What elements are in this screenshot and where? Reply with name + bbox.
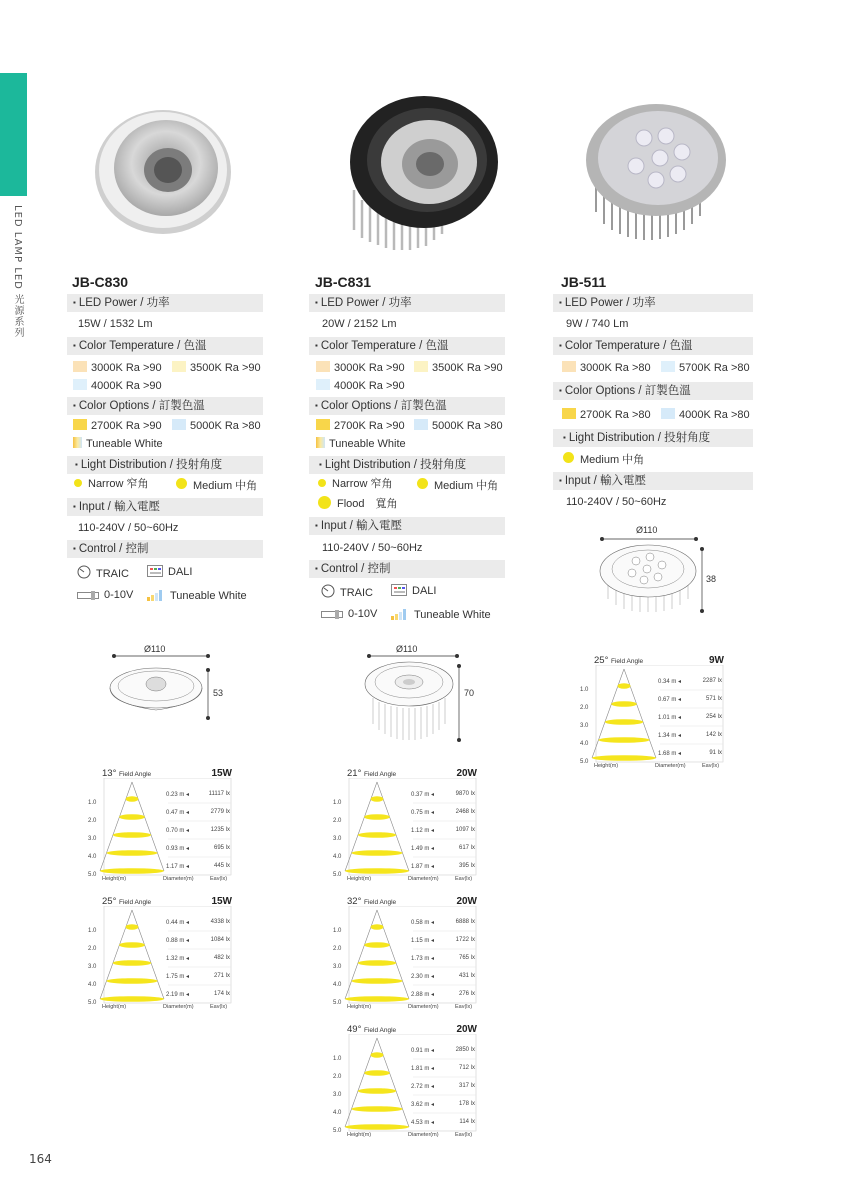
dimmer-knob-icon [321, 584, 335, 598]
field-angle-label: 32° Field Angle [347, 896, 397, 907]
beam-ellipse [113, 960, 152, 966]
eav-value: 1235 lx [210, 827, 230, 833]
diameter-value: 1.68 m ◂ [658, 751, 682, 757]
input-value: 110-240V / 50~60Hz [322, 542, 423, 554]
beam-chart [333, 896, 477, 1014]
beam-ellipse [345, 1124, 409, 1130]
height-tick-label: 3.0 [333, 1092, 342, 1098]
color-temp-header: ▪ Color Temperature / 色溫 [553, 337, 753, 355]
color-temp-header: ▪ Color Temperature / 色溫 [309, 337, 505, 355]
control-dali: DALI [147, 565, 192, 579]
diameter-value: 0.37 m ◂ [411, 792, 435, 798]
height-label: 53 [213, 688, 224, 698]
height-tick-label: 4.0 [333, 1110, 342, 1116]
beam-edge-line [132, 782, 164, 871]
diameter-value: 0.34 m ◂ [658, 679, 682, 685]
distribution-header: ▪ Light Distribution / 投射角度 [309, 456, 505, 474]
diameter-value: 1.12 m ◂ [411, 828, 435, 834]
height-tick-label: 5.0 [580, 759, 589, 765]
diameter-value: 3.62 m ◂ [411, 1102, 435, 1108]
eav-value: 2850 lx [455, 1047, 475, 1053]
beam-ellipse [345, 868, 409, 874]
beam-ellipse [352, 850, 403, 856]
co-tuneable: Tuneable White [73, 437, 163, 451]
eav-axis-label: Eav(lx) [455, 1004, 473, 1010]
eav-axis-label: Eav(lx) [210, 876, 228, 882]
diameter-value: 0.58 m ◂ [411, 920, 435, 926]
height-tick-label: 1.0 [333, 1056, 342, 1062]
beam-ellipse [371, 1052, 384, 1058]
beam-chart [333, 1024, 477, 1142]
height-axis-label: Height(m) [102, 1004, 127, 1010]
dimension-drawing-jb-511 [592, 523, 722, 615]
power-value: 20W / 2152 Lm [322, 318, 397, 330]
eav-value: 9870 lx [455, 791, 475, 797]
beam-ellipse [371, 924, 384, 930]
eav-value: 276 lx [458, 991, 475, 997]
height-axis-label: Height(m) [347, 876, 372, 882]
co-4000k: 4000K Ra >80 [661, 408, 750, 422]
diameter-value: 0.67 m ◂ [658, 697, 682, 703]
diameter-value: 1.73 m ◂ [411, 956, 435, 962]
wattage-label: 15W [211, 768, 232, 779]
eav-value: 571 lx [705, 696, 722, 702]
dali-panel-icon [147, 565, 163, 577]
diameter-axis-label: Diameter(m) [655, 763, 686, 769]
beam-edge-line [592, 669, 624, 758]
ct-3000k: 3000K Ra >80 [562, 361, 651, 375]
diameter-axis-label: Diameter(m) [163, 876, 194, 882]
co-5000k: 5000K Ra >80 [414, 419, 503, 433]
control-traic: TRAIC [321, 584, 373, 600]
eav-axis-label: Eav(lx) [702, 763, 720, 769]
ct-3500k: 3500K Ra >90 [172, 361, 261, 375]
power-header: ▪ LED Power / 功率 [67, 294, 263, 312]
height-axis-label: Height(m) [102, 876, 127, 882]
flood-beam: Flood 寬角 [318, 496, 398, 511]
beam-chart [88, 896, 232, 1014]
height-axis-label: Height(m) [347, 1004, 372, 1010]
eav-value: 431 lx [458, 973, 475, 979]
diameter-value: 2.72 m ◂ [411, 1084, 435, 1090]
field-angle-label: 25° Field Angle [102, 896, 152, 907]
height-tick-label: 2.0 [88, 818, 97, 824]
co-5000k: 5000K Ra >80 [172, 419, 261, 433]
eav-axis-label: Eav(lx) [210, 1004, 228, 1010]
diameter-value: 0.93 m ◂ [166, 846, 190, 852]
beam-ellipse [126, 924, 139, 930]
diameter-value: 0.70 m ◂ [166, 828, 190, 834]
beam-ellipse [119, 942, 145, 948]
diameter-value: 0.47 m ◂ [166, 810, 190, 816]
beam-ellipse [371, 796, 384, 802]
height-tick-label: 2.0 [333, 946, 342, 952]
height-label: 70 [464, 688, 475, 698]
beam-ellipse [611, 701, 637, 707]
diameter-axis-label: Diameter(m) [408, 1004, 439, 1010]
beam-ellipse [100, 868, 164, 874]
height-tick-label: 1.0 [333, 800, 342, 806]
eav-value: 271 lx [213, 973, 230, 979]
dimension-drawing-jb-c830 [100, 640, 224, 725]
medium-beam: Medium 中角 [417, 478, 498, 493]
section-label: LED LAMP LED 光源系列 [12, 205, 23, 339]
height-axis-label: Height(m) [347, 1132, 372, 1138]
beam-edge-line [100, 782, 132, 871]
color-options-header: ▪ Color Options / 訂製色溫 [67, 397, 263, 415]
beam-ellipse [100, 996, 164, 1002]
height-tick-label: 5.0 [333, 1000, 342, 1006]
diameter-axis-label: Diameter(m) [163, 1004, 194, 1010]
product-photo-jb-c830 [88, 100, 238, 240]
diameter-value: 1.32 m ◂ [166, 956, 190, 962]
eav-value: 2468 lx [455, 809, 475, 815]
beam-edge-line [345, 1038, 377, 1127]
co-2700k: 2700K Ra >80 [562, 408, 651, 422]
diameter-value: 1.75 m ◂ [166, 974, 190, 980]
power-value: 9W / 740 Lm [566, 318, 629, 330]
diameter-value: 2.19 m ◂ [166, 992, 190, 998]
ct-4000k: 4000K Ra >90 [316, 379, 405, 393]
eav-value: 395 lx [458, 863, 475, 869]
diameter-axis-label: Diameter(m) [408, 876, 439, 882]
beam-ellipse [119, 814, 145, 820]
diameter-value: 0.91 m ◂ [411, 1048, 435, 1054]
beam-ellipse [345, 996, 409, 1002]
height-tick-label: 1.0 [580, 687, 589, 693]
height-tick-label: 3.0 [333, 836, 342, 842]
beam-chart [580, 655, 724, 773]
diameter-value: 1.01 m ◂ [658, 715, 682, 721]
height-tick-label: 3.0 [333, 964, 342, 970]
slider-dimmer-icon [321, 609, 343, 619]
wattage-label: 20W [456, 768, 477, 779]
height-tick-label: 3.0 [88, 836, 97, 842]
eav-value: 6888 lx [455, 919, 475, 925]
diameter-value: 4.53 m ◂ [411, 1120, 435, 1126]
field-angle-label: 21° Field Angle [347, 768, 397, 779]
height-tick-label: 4.0 [580, 741, 589, 747]
eav-value: 1084 lx [210, 937, 230, 943]
eav-value: 11117 lx [208, 791, 230, 797]
control-tuneable: Tuneable White [391, 608, 491, 622]
model-name: JB-C831 [315, 274, 372, 290]
diameter-label: Ø110 [144, 644, 166, 654]
medium-beam: Medium 中角 [563, 452, 644, 467]
control-dali: DALI [391, 584, 436, 598]
height-tick-label: 3.0 [580, 723, 589, 729]
beam-ellipse [358, 960, 396, 966]
product-photo-jb-511 [582, 100, 732, 245]
tuneable-bars-icon [391, 608, 409, 620]
beam-ellipse [358, 832, 396, 838]
dimmer-knob-icon [77, 565, 91, 579]
wattage-label: 20W [456, 1024, 477, 1035]
power-value: 15W / 1532 Lm [78, 318, 153, 330]
eav-value: 617 lx [458, 845, 475, 851]
eav-value: 1722 lx [455, 937, 475, 943]
distribution-header: ▪ Light Distribution / 投射角度 [553, 429, 753, 447]
diameter-value: 0.23 m ◂ [166, 792, 190, 798]
eav-value: 2779 lx [210, 809, 230, 815]
height-tick-label: 4.0 [88, 982, 97, 988]
height-tick-label: 5.0 [88, 1000, 97, 1006]
height-tick-label: 5.0 [333, 1128, 342, 1134]
height-tick-label: 2.0 [88, 946, 97, 952]
beam-edge-line [345, 910, 377, 999]
beam-ellipse [618, 683, 631, 689]
eav-value: 91 lx [709, 750, 722, 756]
eav-value: 2287 lx [702, 678, 722, 684]
beam-edge-line [345, 782, 377, 871]
input-header: ▪ Input / 輸入電壓 [67, 498, 263, 516]
diameter-value: 1.49 m ◂ [411, 846, 435, 852]
height-label: 38 [706, 574, 717, 584]
beam-ellipse [126, 796, 139, 802]
diameter-axis-label: Diameter(m) [408, 1132, 439, 1138]
beam-edge-line [377, 1038, 409, 1127]
eav-value: 482 lx [213, 955, 230, 961]
beam-ellipse [106, 978, 157, 984]
color-options-header: ▪ Color Options / 訂製色溫 [309, 397, 505, 415]
power-header: ▪ LED Power / 功率 [553, 294, 753, 312]
height-tick-label: 2.0 [333, 1074, 342, 1080]
co-tuneable: Tuneable White [316, 437, 406, 451]
control-header: ▪ Control / 控制 [309, 560, 505, 578]
height-tick-label: 1.0 [88, 800, 97, 806]
beam-ellipse [364, 814, 390, 820]
ct-3000k: 3000K Ra >90 [316, 361, 405, 375]
beam-ellipse [364, 942, 390, 948]
eav-value: 1097 lx [455, 827, 475, 833]
eav-value: 712 lx [458, 1065, 475, 1071]
product-photo-jb-c831 [332, 90, 502, 255]
co-2700k: 2700K Ra >90 [73, 419, 162, 433]
beam-ellipse [107, 850, 158, 856]
eav-value: 114 lx [459, 1119, 475, 1125]
color-options-header: ▪ Color Options / 訂製色溫 [553, 382, 753, 400]
diameter-label: Ø110 [636, 525, 658, 535]
input-value: 110-240V / 50~60Hz [78, 522, 179, 534]
input-value: 110-240V / 50~60Hz [566, 496, 667, 508]
height-tick-label: 1.0 [88, 928, 97, 934]
narrow-beam: Narrow 窄角 [318, 478, 393, 491]
color-temp-header: ▪ Color Temperature / 色溫 [67, 337, 263, 355]
height-axis-label: Height(m) [594, 763, 619, 769]
input-header: ▪ Input / 輸入電壓 [309, 517, 505, 535]
eav-value: 695 lx [213, 845, 230, 851]
control-traic: TRAIC [77, 565, 129, 581]
diameter-value: 2.88 m ◂ [411, 992, 435, 998]
ct-4000k: 4000K Ra >90 [73, 379, 162, 393]
beam-chart [88, 768, 232, 886]
ct-3500k: 3500K Ra >90 [414, 361, 503, 375]
beam-edge-line [377, 782, 409, 871]
eav-value: 765 lx [458, 955, 475, 961]
height-tick-label: 2.0 [580, 705, 589, 711]
eav-value: 317 lx [458, 1083, 475, 1089]
eav-value: 142 lx [705, 732, 722, 738]
diameter-value: 0.44 m ◂ [166, 920, 190, 926]
diameter-value: 1.81 m ◂ [411, 1066, 435, 1072]
eav-value: 445 lx [213, 863, 230, 869]
eav-value: 254 lx [705, 714, 722, 720]
eav-value: 4338 lx [210, 919, 230, 925]
diameter-value: 1.87 m ◂ [411, 864, 435, 870]
narrow-beam: Narrow 窄角 [74, 478, 149, 491]
field-angle-label: 49° Field Angle [347, 1024, 397, 1035]
field-angle-label: 25° Field Angle [594, 655, 644, 666]
diameter-value: 0.88 m ◂ [166, 938, 190, 944]
section-tab [0, 73, 27, 196]
beam-edge-line [377, 910, 409, 999]
slider-dimmer-icon [77, 590, 99, 600]
diameter-value: 2.30 m ◂ [411, 974, 435, 980]
tuneable-bars-icon [147, 589, 165, 601]
model-name: JB-C830 [72, 274, 129, 290]
ct-5700k: 5700K Ra >80 [661, 361, 750, 375]
wattage-label: 9W [709, 655, 724, 666]
co-2700k: 2700K Ra >90 [316, 419, 405, 433]
beam-ellipse [351, 1106, 402, 1112]
beam-ellipse [592, 755, 656, 761]
wattage-label: 20W [456, 896, 477, 907]
beam-edge-line [132, 910, 164, 999]
distribution-header: ▪ Light Distribution / 投射角度 [67, 456, 263, 474]
beam-chart [333, 768, 477, 886]
height-tick-label: 4.0 [88, 854, 97, 860]
control-tuneable: Tuneable White [147, 589, 247, 603]
diameter-value: 1.15 m ◂ [411, 938, 435, 944]
beam-ellipse [113, 832, 151, 838]
control-0-10v: 0-10V [321, 608, 377, 621]
field-angle-label: 13° Field Angle [102, 768, 152, 779]
beam-edge-line [624, 669, 656, 758]
beam-ellipse [351, 978, 402, 984]
dimension-drawing-jb-c831 [355, 640, 480, 748]
diameter-value: 0.75 m ◂ [411, 810, 435, 816]
height-tick-label: 3.0 [88, 964, 97, 970]
height-tick-label: 5.0 [333, 872, 342, 878]
page-number: 164 [29, 1152, 52, 1166]
medium-beam: Medium 中角 [176, 478, 257, 493]
diameter-value: 1.34 m ◂ [658, 733, 682, 739]
beam-ellipse [605, 719, 643, 725]
height-tick-label: 2.0 [333, 818, 342, 824]
control-header: ▪ Control / 控制 [67, 540, 263, 558]
eav-value: 174 lx [213, 991, 230, 997]
height-tick-label: 5.0 [88, 872, 97, 878]
eav-axis-label: Eav(lx) [455, 1132, 473, 1138]
height-tick-label: 4.0 [333, 854, 342, 860]
diameter-value: 1.17 m ◂ [166, 864, 190, 870]
diameter-label: Ø110 [396, 644, 418, 654]
power-header: ▪ LED Power / 功率 [309, 294, 505, 312]
beam-edge-line [100, 910, 132, 999]
beam-ellipse [364, 1070, 390, 1076]
eav-value: 178 lx [458, 1101, 475, 1107]
eav-axis-label: Eav(lx) [455, 876, 473, 882]
beam-ellipse [358, 1088, 396, 1094]
dali-panel-icon [391, 584, 407, 596]
control-0-10v: 0-10V [77, 589, 133, 602]
beam-ellipse [598, 737, 649, 743]
ct-3000k: 3000K Ra >90 [73, 361, 162, 375]
height-tick-label: 1.0 [333, 928, 342, 934]
model-name: JB-511 [561, 274, 607, 290]
input-header: ▪ Input / 輸入電壓 [553, 472, 753, 490]
wattage-label: 15W [211, 896, 232, 907]
height-tick-label: 4.0 [333, 982, 342, 988]
